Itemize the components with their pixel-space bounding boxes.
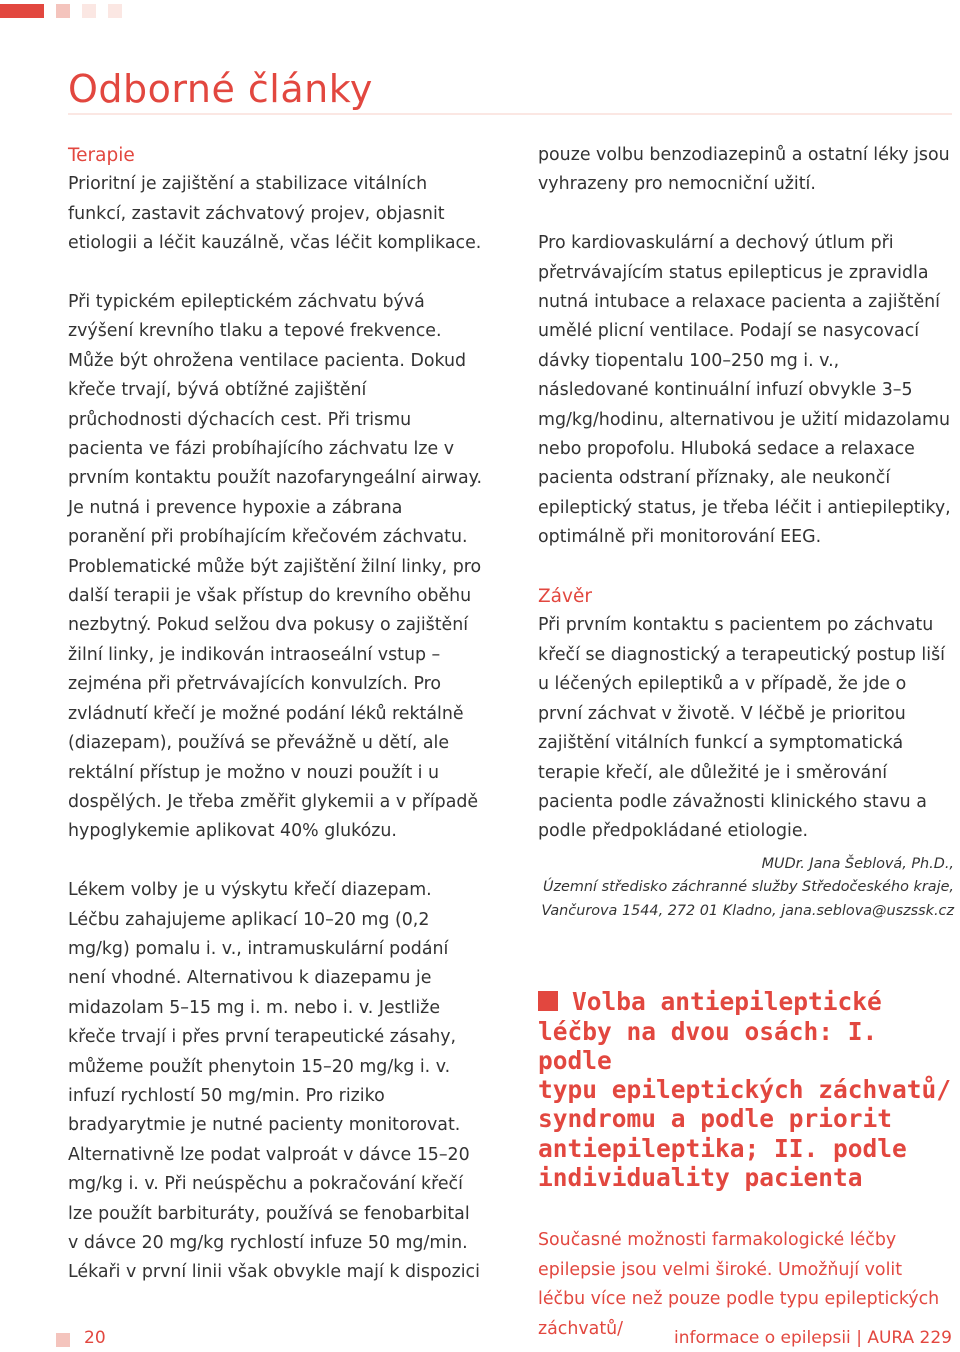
top-square-light: [56, 4, 70, 18]
next-article-title-line: antiepileptika; II. podle: [538, 1133, 907, 1163]
next-article-title-line: léčby na dvou osách: I. podle: [538, 1016, 878, 1075]
conclusion-paragraph: Při prvním kontaktu s pacientem po záchvatu křečí se diagnostický a terapeutický postup liší u léčených epileptiků a v případě, že jde o první záchvat v životě. V léčbě je prioritou zajištění vitálních funkcí a symptomatická terapie křečí, ale důležité je i směrování pacienta podle závažnosti klinického stavu a podle předpokládané etiologie.: [538, 615, 945, 842]
cardiovascular-paragraph: Pro kardiovaskulární a dechový útlum při přetrvávajícím status epilepticus je zpravidla nutná intubace a relaxace pacienta a zajištění umělé plicní ventilace. Podají se nasycovací dávky tiopentalu 100–250 mg i. v., následované kontinuální infuzí obvykle 3–5 mg/kg/hodinu, alternativou je užití midazolamu nebo propofolu. Hluboká sedace a relaxace pacienta odstraní příznaky, ale neukončí epileptický status, je třeba léčit i antiepileptiky, optimálně při monitorování EEG.: [538, 233, 951, 548]
drug-of-choice-paragraph: Lékem volby je u výskytu křečí diazepam. Léčbu zahajujeme aplikací 10–20 mg (0,2 mg/kg) pomalu i. v., intramuskulární podání není vhodné. Alternativou k diazepamu je midazolam 5–15 mg i. m. nebo i. v. Jestliže křeče trvají i přes první terapeutické zásahy, můžeme použít phenytoin 15–20 mg/kg i. v. infuzí rychlostí 50 mg/min. Pro riziko bradyarytmie je nutné pacienty monitorovat. Alternativně lze podat valproát v dávce 15–20 mg/kg i. v. Při neúspěchu a pokračování křečí lze použít barbituráty, používá se fenobarbital v dávce 20 mg/kg rychlostí infuze 50 mg/min. Lékaři v první linii však obvykle mají k dispozici: [68, 880, 480, 1283]
top-square-pale: [82, 4, 96, 18]
journal-name: informace o epilepsii | AURA 229: [673, 1328, 952, 1348]
author-address: Vančurova 1544, 272 01 Kladno, jana.seblova@uszssk.cz: [541, 902, 954, 919]
conclusion-heading: Závěr: [538, 586, 592, 608]
next-article-title-line: syndromu a podle priorit: [538, 1104, 893, 1134]
title-rule: [68, 113, 952, 115]
section-title: Odborné články: [68, 67, 373, 111]
right-column: [538, 141, 954, 1344]
next-article-title-line: Volba antiepileptické: [538, 987, 954, 1016]
top-square-palest: [108, 4, 122, 18]
next-article-lead: Současné možnosti farmakologické léčby epilepsie jsou velmi široké. Umožňují volit léčbu více než pouze podle typu epileptických záchvatů/: [538, 1230, 940, 1339]
left-column: [68, 141, 484, 1288]
page-number: 20: [84, 1328, 106, 1348]
benzodiazepine-paragraph: pouze volbu benzodiazepinů a ostatní léky jsou vyhrazeny pro nemocniční užití.: [538, 145, 950, 195]
heading-bullet-icon: [538, 991, 558, 1011]
therapy-heading: Terapie: [68, 145, 135, 166]
next-article-heading: [538, 987, 954, 1192]
author-name: MUDr. Jana Šeblová, Ph.D.,: [761, 855, 954, 872]
therapy-paragraph: Prioritní je zajištění a stabilizace vitálních funkcí, zastavit záchvatový projev, objasnit etiologii a léčit kauzálně, včas léčit komplikace.: [68, 174, 482, 254]
next-article-title-line: individuality pacienta: [538, 1163, 863, 1192]
footer-square-icon: [56, 1333, 70, 1347]
author-affiliation: Územní středisko záchranné služby Středočeského kraje,: [542, 879, 954, 896]
next-article-title-line: typu epileptických záchvatů/: [538, 1075, 952, 1105]
seizure-management-paragraph: Při typickém epileptickém záchvatu bývá zvýšení krevního tlaku a tepové frekvence. Může být ohrožena ventilace pacienta. Dokud křeče trvají, bývá obtížné zajištění průchodnosti dýchacích cest. Při trismu pacienta ve fázi probíhajícího záchvatu lze v prvním kontaktu použít nazofaryngeální airway. Je nutná i prevence hypoxie a zábrana poranění při probíhajícím křečovém záchvatu. Problematické může být zajištění žilní linky, pro další terapii je však přístup do krevního oběhu nezbytný. Pokud selžou dva pokusy o zajištění žilní linky, je indikován intraoseální vstup – zejména při přetrvávajících konvulzích. Pro zvládnutí křečí je možné podání léků rektálně (diazepam), používá se převážně u dětí, ale rektální přístup je možno v nouzi použít i u dospělých. Je třeba změřit glykemii a v případě hypoglykemie aplikovat 40% glukózu.: [68, 292, 482, 842]
top-accent-bar: [0, 4, 44, 18]
